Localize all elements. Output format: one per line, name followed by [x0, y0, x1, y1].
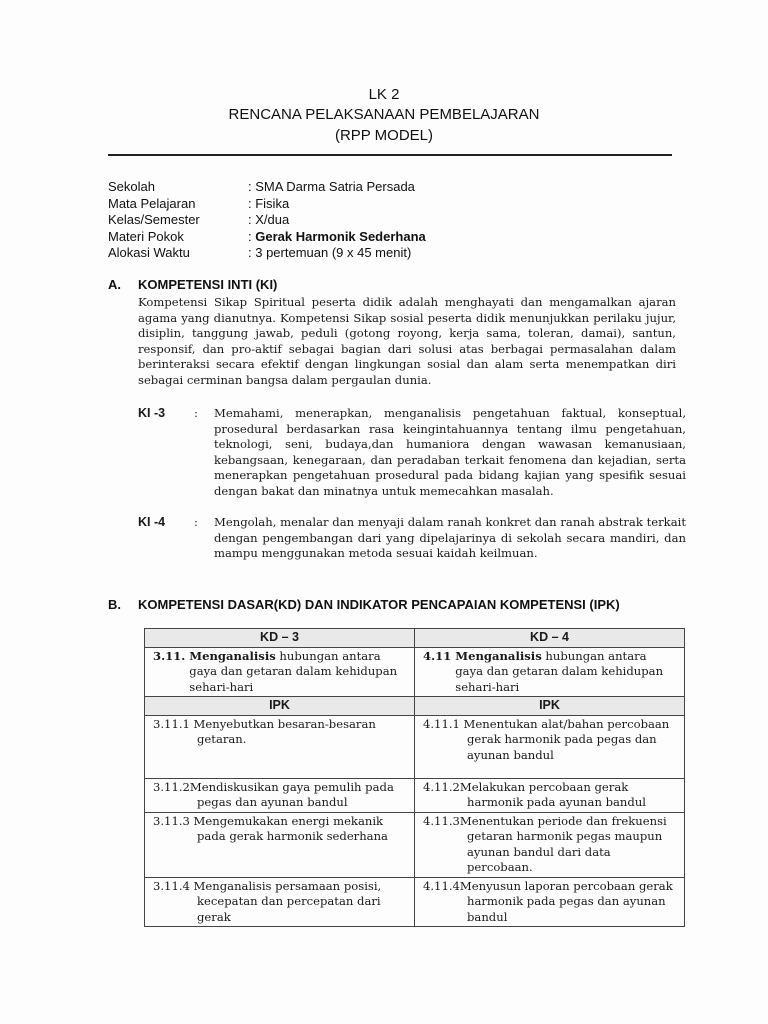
ipk-left-header: IPK: [145, 697, 415, 716]
kd3-header: KD – 3: [145, 629, 415, 648]
ipk-left-cell: [145, 877, 415, 927]
ipk-left-text: 3.11.4 Menganalisis persamaan posisi, kecepatan dan percepatan dari gerak: [153, 878, 382, 924]
table-row: [145, 647, 685, 697]
info-value: : X/dua: [248, 212, 290, 227]
document-subtitle: (RPP MODEL): [334, 127, 434, 144]
info-row-class: [108, 212, 426, 229]
ki4-colon: :: [194, 515, 198, 529]
kd4-verb: Menganalisis: [455, 648, 542, 663]
ipk-left-text: 3.11.2Mendiskusikan gaya pemulih pada pegas dan ayunan bandul: [153, 779, 394, 809]
ipk-left-text: 3.11.1 Menyebutkan besaran-besaran getaran.: [153, 716, 376, 746]
document-code: LK 2: [368, 86, 400, 103]
kd3-cell: [145, 647, 415, 697]
kd4-text: [455, 649, 678, 696]
ipk-right-text: 4.11.4Menyusun laporan percobaan gerak harmonik pada pegas dan ayunan bandul: [423, 878, 673, 924]
kd4-number: 4.11: [423, 648, 452, 663]
table-row: [145, 715, 685, 778]
section-title: KOMPETENSI DASAR(KD) DAN INDIKATOR PENCAPAIAN KOMPETENSI (IPK): [138, 597, 620, 612]
ki4-item: [138, 515, 686, 562]
info-label: Mata Pelajaran: [108, 195, 196, 211]
kd3-rest: hubungan antara gaya dan getaran dalam kehidupan sehari-hari: [189, 648, 398, 694]
kd3-text: [189, 649, 408, 696]
table-row: [145, 778, 685, 812]
kd4-header: KD – 4: [415, 629, 685, 648]
section-letter: B.: [108, 597, 121, 612]
info-row-topic: [108, 229, 426, 246]
ki4-label: KI -4: [138, 515, 166, 529]
table-header-row: [145, 629, 685, 648]
kd4-item: [423, 649, 678, 696]
ki-paragraph: [138, 295, 676, 388]
topic-value: Gerak Harmonik Sederhana: [255, 228, 426, 244]
ki3-item: [138, 406, 686, 499]
kd3-number: 3.11.: [153, 648, 186, 663]
section-b-heading: [108, 597, 620, 612]
info-label: Sekolah: [108, 179, 155, 194]
section-a-heading: [108, 277, 277, 292]
ki3-colon: :: [194, 406, 198, 420]
table-ipk-header-row: [145, 697, 685, 716]
ipk-right-cell: [415, 812, 685, 877]
ki4-text: Mengolah, menalar dan menyaji dalam ranah konkret dan ranah abstrak terkait dengan pengembangan dari yang dipelajarinya di sekolah secara mandiri, dan mampu menggunakan metoda sesuai kaidah keilmuan.: [214, 515, 686, 560]
ipk-right-text: 4.11.1 Menentukan alat/bahan percobaan gerak harmonik pada pegas dan ayunan bandul: [423, 716, 670, 762]
info-label: Materi Pokok: [108, 228, 184, 244]
kd-ipk-table: [144, 628, 685, 927]
ipk-right-cell: [415, 715, 685, 778]
kd4-cell: [415, 647, 685, 697]
kd3-item: [153, 649, 408, 696]
info-value: : Fisika: [248, 195, 290, 211]
ki3-label: KI -3: [138, 406, 166, 420]
info-value: : 3 pertemuan (9 x 45 menit): [248, 245, 412, 260]
section-letter: A.: [108, 277, 121, 292]
table-row: [145, 812, 685, 877]
identity-block: [108, 179, 426, 262]
ipk-right-text: 4.11.2Melakukan percobaan gerak harmonik pada ayunan bandul: [423, 779, 646, 809]
kd3-verb: Menganalisis: [189, 648, 276, 663]
title-divider: [108, 154, 672, 156]
section-title: KOMPETENSI INTI (KI): [138, 277, 278, 292]
ipk-left-cell: [145, 715, 415, 778]
info-row-school: [108, 179, 426, 196]
ipk-right-cell: [415, 778, 685, 812]
ki-paragraph-text: Kompetensi Sikap Spiritual peserta didik adalah menghayati dan mengamalkan ajaran agama yang dianutnya. Kompetensi Sikap sosial peserta didik menunjukkan perilaku jujur, disiplin, tanggung jawab, peduli (gotong royong, kerja sama, toleran, damai), santun, responsif, dan pro-aktif sebagai bagian dari solusi atas berbagai permasalahan dalam berinteraksi secara efektif dengan lingkungan sosial dan alam serta menempatkan diri sebagai cerminan bangsa dalam pergaulan dunia.: [138, 295, 676, 387]
info-value: : SMA Darma Satria Persada: [248, 179, 415, 194]
ipk-left-cell: [145, 812, 415, 877]
document-title: RENCANA PELAKSANAAN PEMBELAJARAN: [228, 106, 540, 123]
ipk-right-text: 4.11.3Menentukan periode dan frekuensi getaran harmonik pegas maupun ayunan bandul dari data percobaan.: [423, 813, 667, 874]
ipk-left-cell: [145, 778, 415, 812]
kd4-rest: hubungan antara gaya dan getaran dalam kehidupan sehari-hari: [455, 648, 664, 694]
info-label: Kelas/Semester: [108, 212, 200, 227]
ipk-right-cell: [415, 877, 685, 927]
ipk-right-header: IPK: [415, 697, 685, 716]
info-prefix: :: [248, 228, 256, 244]
info-value: [248, 229, 426, 246]
info-row-time: [108, 245, 426, 262]
ipk-left-text: 3.11.3 Mengemukakan energi mekanik pada gerak harmonik sederhana: [153, 813, 388, 843]
table-row: [145, 877, 685, 927]
ki3-text: Memahami, menerapkan, menganalisis pengetahuan faktual, konseptual, prosedural berdasarkan rasa keingintahuannya tentang ilmu pengetahuan, teknologi, seni, budaya,dan humaniora dengan wawasan kemanusiaan, kebangsaan, kenegaraan, dan peradaban terkait fenomena dan kejadian, serta menerapkan pengetahuan prosedural pada bidang kajian yang spesifik sesuai dengan bakat dan minatnya untuk memecahkan masalah.: [214, 406, 686, 498]
info-row-subject: [108, 196, 426, 213]
info-label: Alokasi Waktu: [108, 245, 190, 260]
